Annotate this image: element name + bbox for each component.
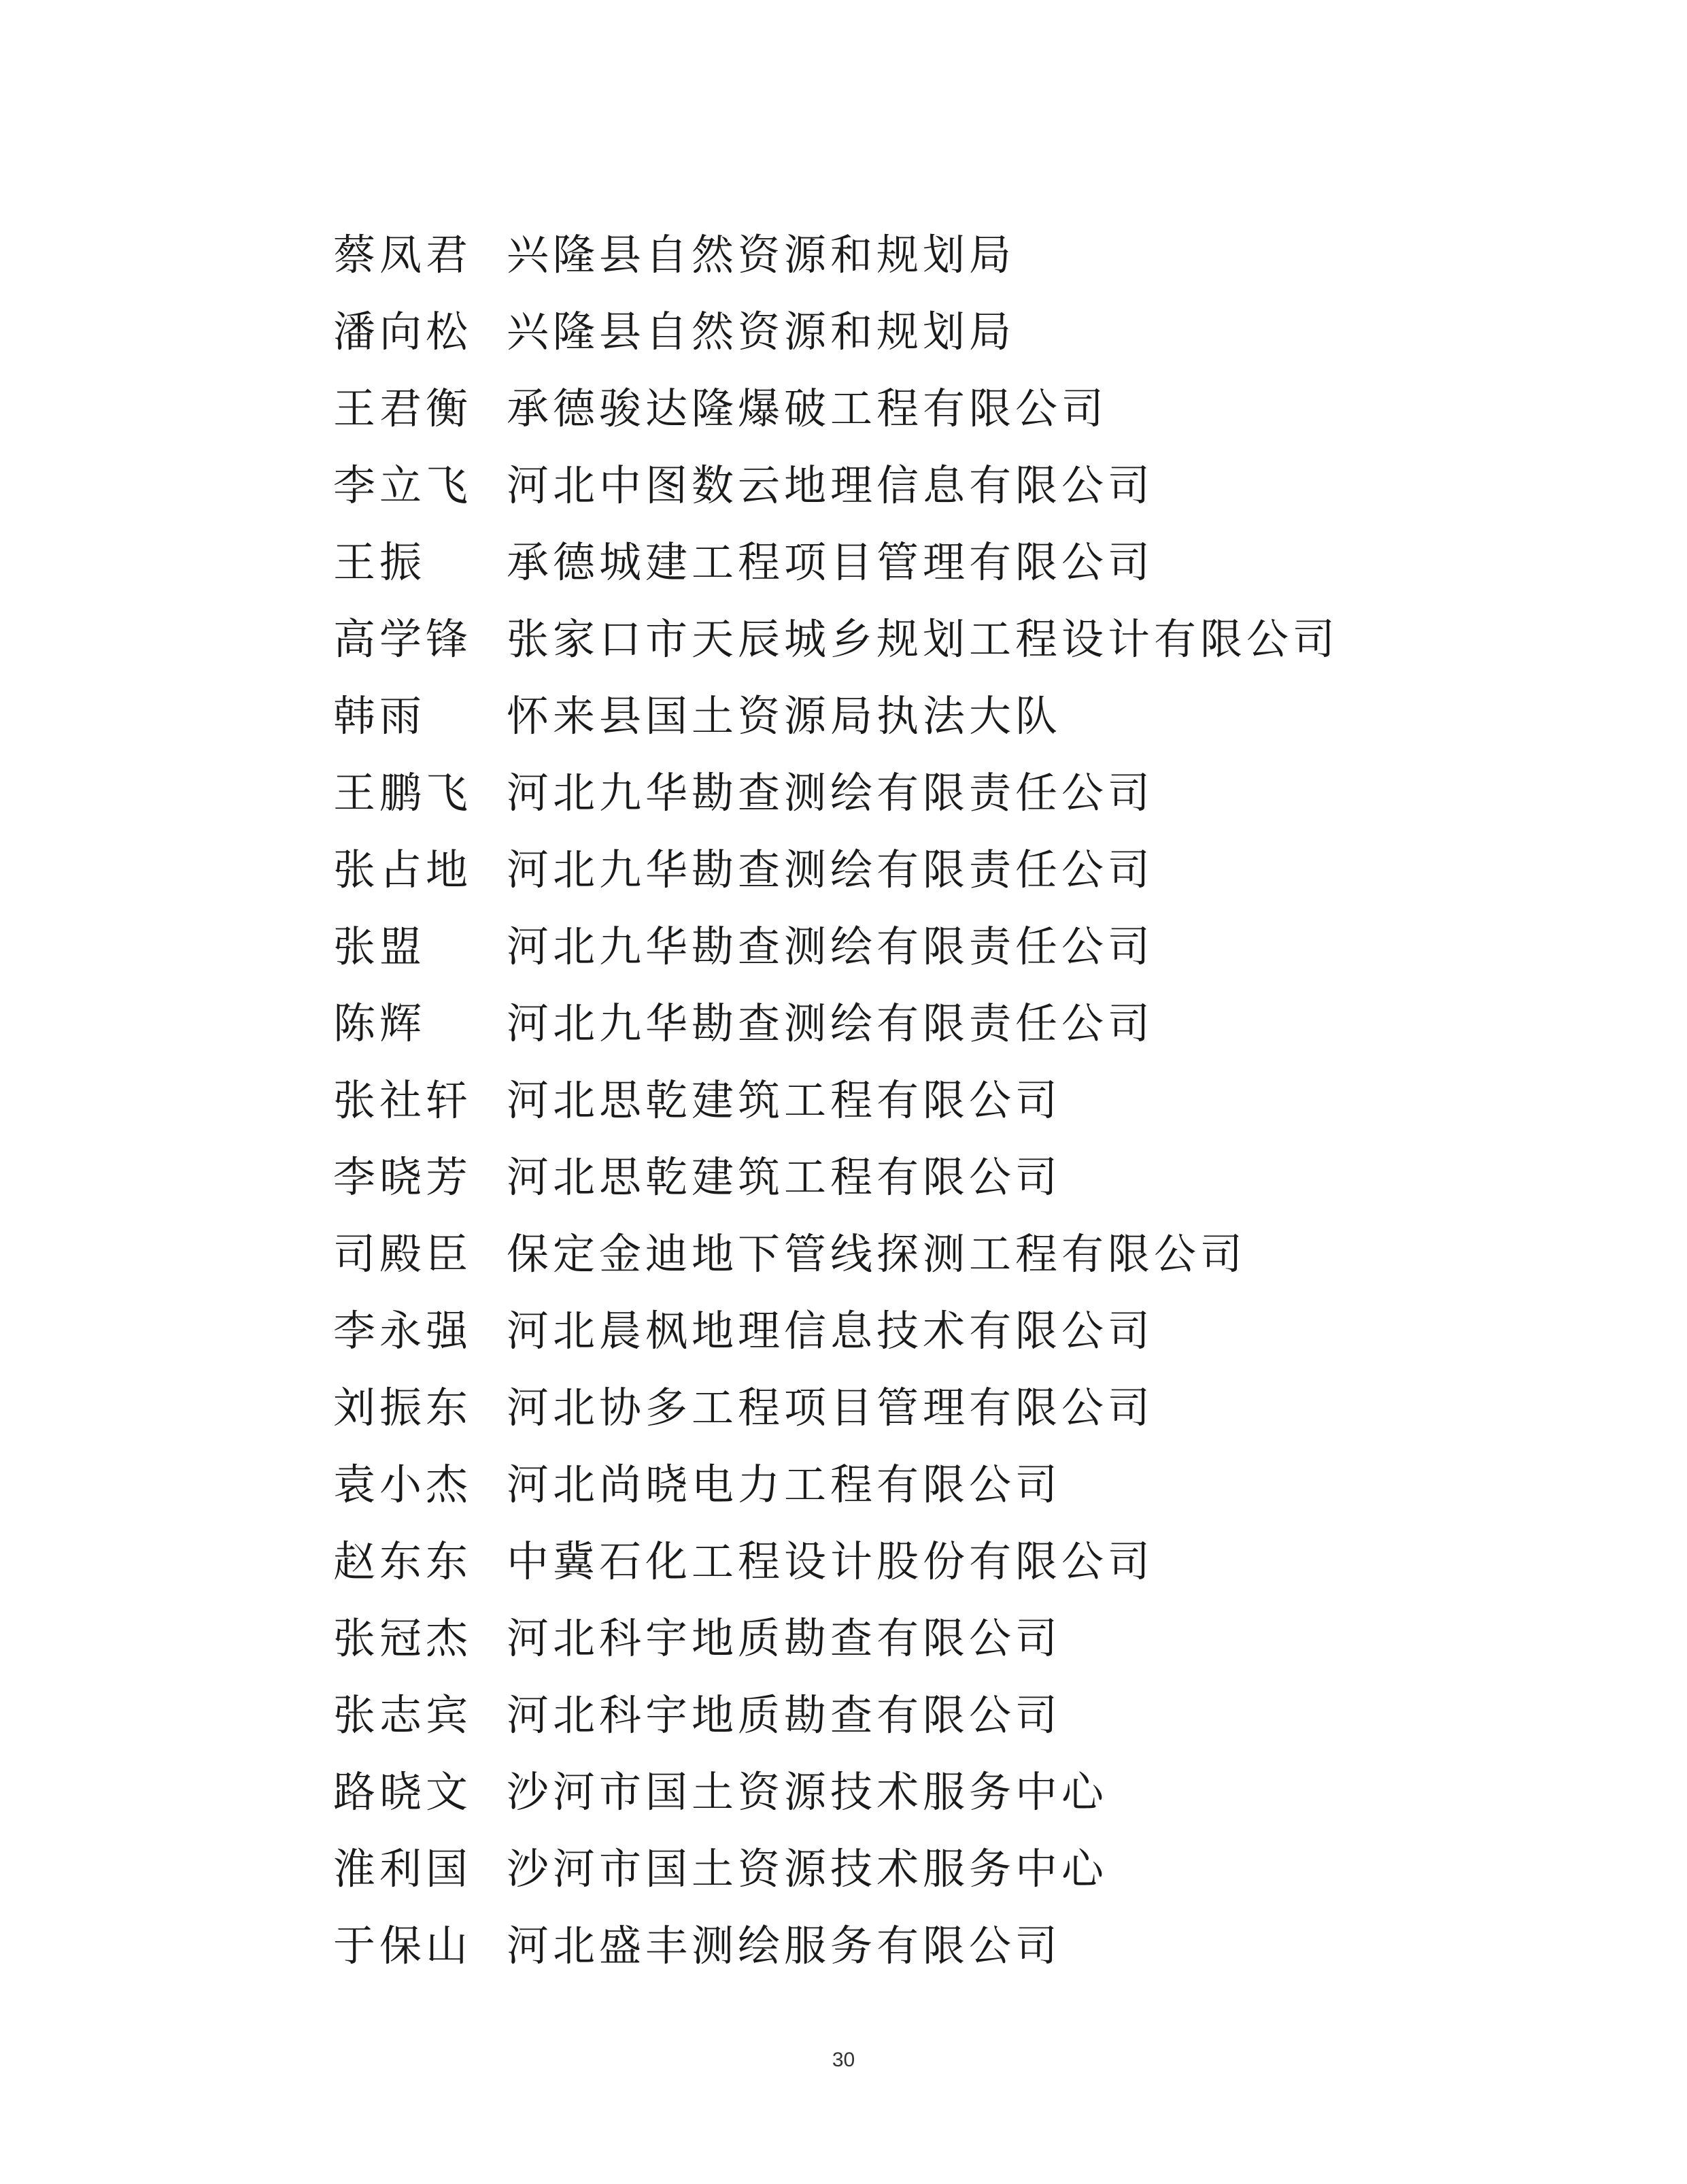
list-item (333, 1292, 1557, 1369)
list-item (333, 370, 1557, 447)
person-name: 高学锋 (333, 614, 473, 664)
person-name: 王鹏飞 (333, 767, 473, 818)
person-name: 王振 (333, 537, 426, 587)
organization-name: 河北九华勘查测绘有限责任公司 (507, 998, 1155, 1048)
organization-name: 河北科宇地质勘查有限公司 (507, 1613, 1062, 1663)
page-number: 30 (832, 2049, 855, 2071)
person-name: 于保山 (333, 1920, 473, 1970)
list-item (333, 1369, 1557, 1446)
person-name: 李晓芳 (333, 1152, 473, 1202)
person-name: 淮利国 (333, 1843, 473, 1894)
list-item (333, 1215, 1557, 1292)
person-name: 张志宾 (333, 1690, 473, 1740)
organization-name: 沙河市国土资源技术服务中心 (507, 1766, 1108, 1817)
person-name: 张冠杰 (333, 1613, 473, 1663)
list-item (333, 985, 1557, 1062)
person-name: 李永强 (333, 1305, 473, 1356)
person-name: 张占地 (333, 844, 473, 894)
list-item (333, 1907, 1557, 1984)
organization-name: 河北思乾建筑工程有限公司 (507, 1152, 1062, 1202)
person-name: 李立飞 (333, 460, 473, 510)
organization-name: 兴隆县自然资源和规划局 (507, 306, 1016, 356)
organization-name: 河北协多工程项目管理有限公司 (507, 1382, 1155, 1432)
person-name: 韩雨 (333, 690, 426, 741)
organization-name: 河北九华勘查测绘有限责任公司 (507, 844, 1155, 894)
person-name: 蔡凤君 (333, 229, 473, 280)
list-item (333, 1753, 1557, 1830)
organization-name: 河北九华勘查测绘有限责任公司 (507, 921, 1155, 971)
list-item (333, 754, 1557, 831)
organization-name: 张家口市天辰城乡规划工程设计有限公司 (507, 614, 1340, 664)
organization-name: 河北晨枫地理信息技术有限公司 (507, 1305, 1155, 1356)
organization-name: 河北尚晓电力工程有限公司 (507, 1459, 1062, 1509)
list-item (333, 1523, 1557, 1600)
organization-name: 沙河市国土资源技术服务中心 (507, 1843, 1108, 1894)
person-name: 袁小杰 (333, 1459, 473, 1509)
person-name: 路晓文 (333, 1766, 473, 1817)
organization-name: 怀来县国土资源局执法大队 (507, 690, 1062, 741)
organization-name: 兴隆县自然资源和规划局 (507, 229, 1016, 280)
list-item (333, 677, 1557, 754)
list-item (333, 1062, 1557, 1139)
organization-name: 河北九华勘查测绘有限责任公司 (507, 767, 1155, 818)
person-name: 刘振东 (333, 1382, 473, 1432)
organization-name: 河北中图数云地理信息有限公司 (507, 460, 1155, 510)
list-item (333, 601, 1557, 677)
person-name: 王君衡 (333, 383, 473, 433)
list-item (333, 831, 1557, 908)
list-item (333, 447, 1557, 524)
person-name: 张盟 (333, 921, 426, 971)
list-item (333, 1139, 1557, 1215)
organization-name: 河北盛丰测绘服务有限公司 (507, 1920, 1062, 1970)
person-name: 陈辉 (333, 998, 426, 1048)
person-name: 张社轩 (333, 1075, 473, 1125)
organization-name: 河北科宇地质勘查有限公司 (507, 1690, 1062, 1740)
list-item (333, 524, 1557, 601)
list-item (333, 293, 1557, 370)
list-item (333, 908, 1557, 985)
list-item (333, 1446, 1557, 1523)
person-name: 潘向松 (333, 306, 473, 356)
list-item (333, 1600, 1557, 1677)
list-item (333, 1677, 1557, 1753)
organization-name: 河北思乾建筑工程有限公司 (507, 1075, 1062, 1125)
organization-name: 承德城建工程项目管理有限公司 (507, 537, 1155, 587)
personnel-list (333, 216, 1557, 1984)
organization-name: 保定金迪地下管线探测工程有限公司 (507, 1228, 1247, 1279)
organization-name: 中冀石化工程设计股份有限公司 (507, 1536, 1155, 1586)
person-name: 司殿臣 (333, 1228, 473, 1279)
list-item (333, 216, 1557, 293)
organization-name: 承德骏达隆爆破工程有限公司 (507, 383, 1108, 433)
list-item (333, 1830, 1557, 1907)
person-name: 赵东东 (333, 1536, 473, 1586)
